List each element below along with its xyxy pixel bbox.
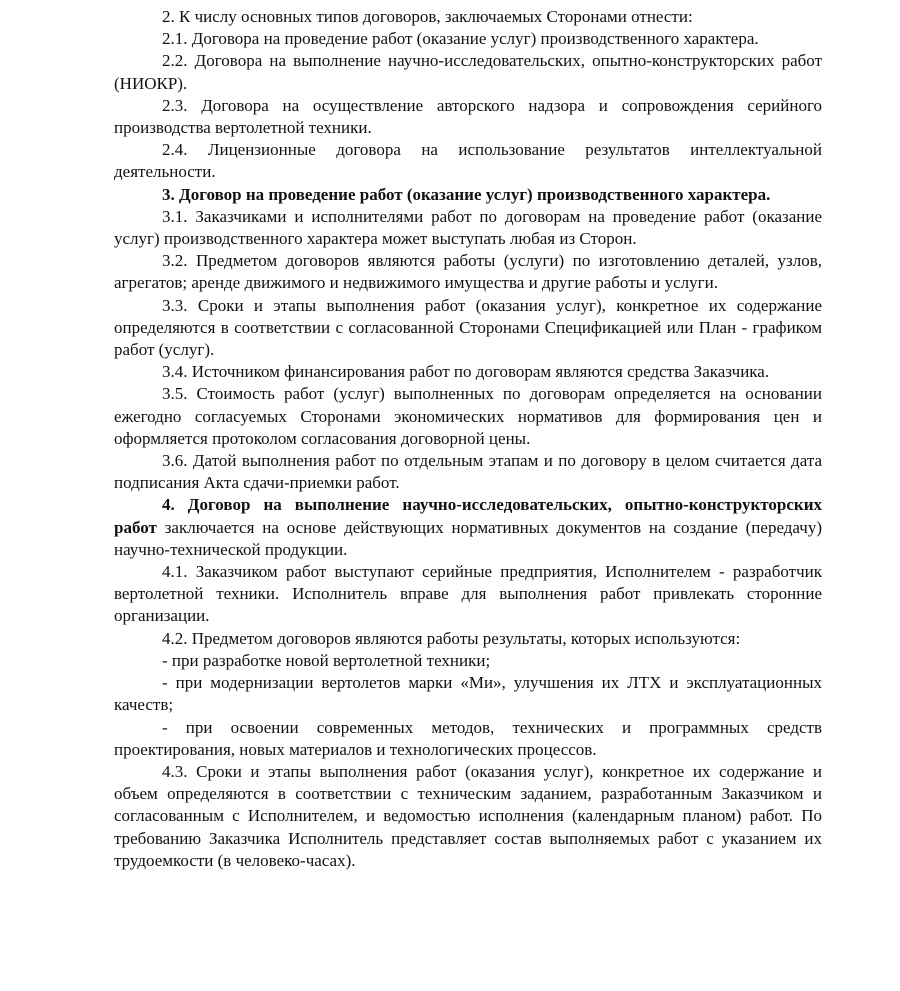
paragraph-2: 2. К числу основных типов договоров, заключаемых Сторонами отнести: xyxy=(162,7,693,26)
list-item-4-2-b: - при модернизации вертолетов марки «Ми», улучшения их ЛТХ и эксплуатационных качеств; xyxy=(114,673,822,715)
list-item-4-2-a: - при разработке новой вертолетной техники; xyxy=(162,650,491,670)
paragraph-4-1: 4.1. Заказчиком работ выступают серийные предприятия, Исполнителем - разработчик вертолетной техники. Исполнитель вправе для выполнения работ привлекать сторонние организации. xyxy=(114,562,822,626)
paragraph-3-4: 3.4. Источником финансирования работ по договорам являются средства Заказчика. xyxy=(162,362,770,382)
section-4-paragraph xyxy=(114,494,822,561)
paragraph-2-3: 2.3. Договора на осуществление авторского надзора и сопровождения серийного производства вертолетной техники. xyxy=(114,95,822,138)
paragraph-3-2: 3.2. Предметом договоров являются работы (услуги) по изготовлению деталей, узлов, агрегатов; аренде движимого и недвижимого имущества и другие работы и услуги. xyxy=(114,251,822,293)
list-item-4-2-c: - при освоении современных методов, технических и программных средств проектирования, новых материалов и технологических процессов. xyxy=(114,717,822,759)
section-4-body: заключается на основе действующих нормативных документов на создание (передачу) научно-технической продукции. xyxy=(114,517,822,559)
section-4-title: 4. Договор на выполнение научно-исследовательских, опытно-конструкторских работ xyxy=(114,495,822,537)
paragraph-4-3: 4.3. Сроки и этапы выполнения работ (оказания услуг), конкретное их содержание и объем определяются в соответствии с техническим заданием, разработанным Заказчиком и согласованным с Исполнителем, и ведомостью исполнения (календарным планом) работ. По требованию Заказчика Исполнитель представляет состав выполняемых работ с указанием их трудоемкости (в человеко-часах). xyxy=(114,761,822,870)
paragraph-3-5: 3.5. Стоимость работ (услуг) выполненных по договорам определяется на основании ежегодно согласуемых Сторонами экономических нормативов для формирования цен и оформляется протоколом согласования договорной цены. xyxy=(114,384,822,448)
section-3-title: 3. Договор на проведение работ (оказание услуг) производственного характера. xyxy=(162,184,771,204)
paragraph-4-2: 4.2. Предметом договоров являются работы результаты, которых используются: xyxy=(162,628,741,648)
paragraph-2-1: 2.1. Договора на проведение работ (оказание услуг) производственного характера. xyxy=(162,29,759,49)
paragraph-3-6: 3.6. Датой выполнения работ по отдельным этапам и по договору в целом считается дата подписания Акта сдачи-приемки работ. xyxy=(114,451,822,493)
section-3-heading xyxy=(114,184,822,206)
paragraph-2-4: 2.4. Лицензионные договора на использование результатов интеллектуальной деятельности. xyxy=(114,140,822,182)
paragraph-3-3: 3.3. Сроки и этапы выполнения работ (оказания услуг), конкретное их содержание определяются в соответствии с согласованной Сторонами Спецификацией или План - графиком работ (услуг). xyxy=(114,295,822,360)
paragraph-2-2: 2.2. Договора на выполнение научно-исследовательских, опытно-конструкторских работ (НИОКР). xyxy=(114,51,822,93)
paragraph-3-1: 3.1. Заказчиками и исполнителями работ по договорам на проведение работ (оказание услуг) производственного характера может выступать любая из Сторон. xyxy=(114,206,822,249)
